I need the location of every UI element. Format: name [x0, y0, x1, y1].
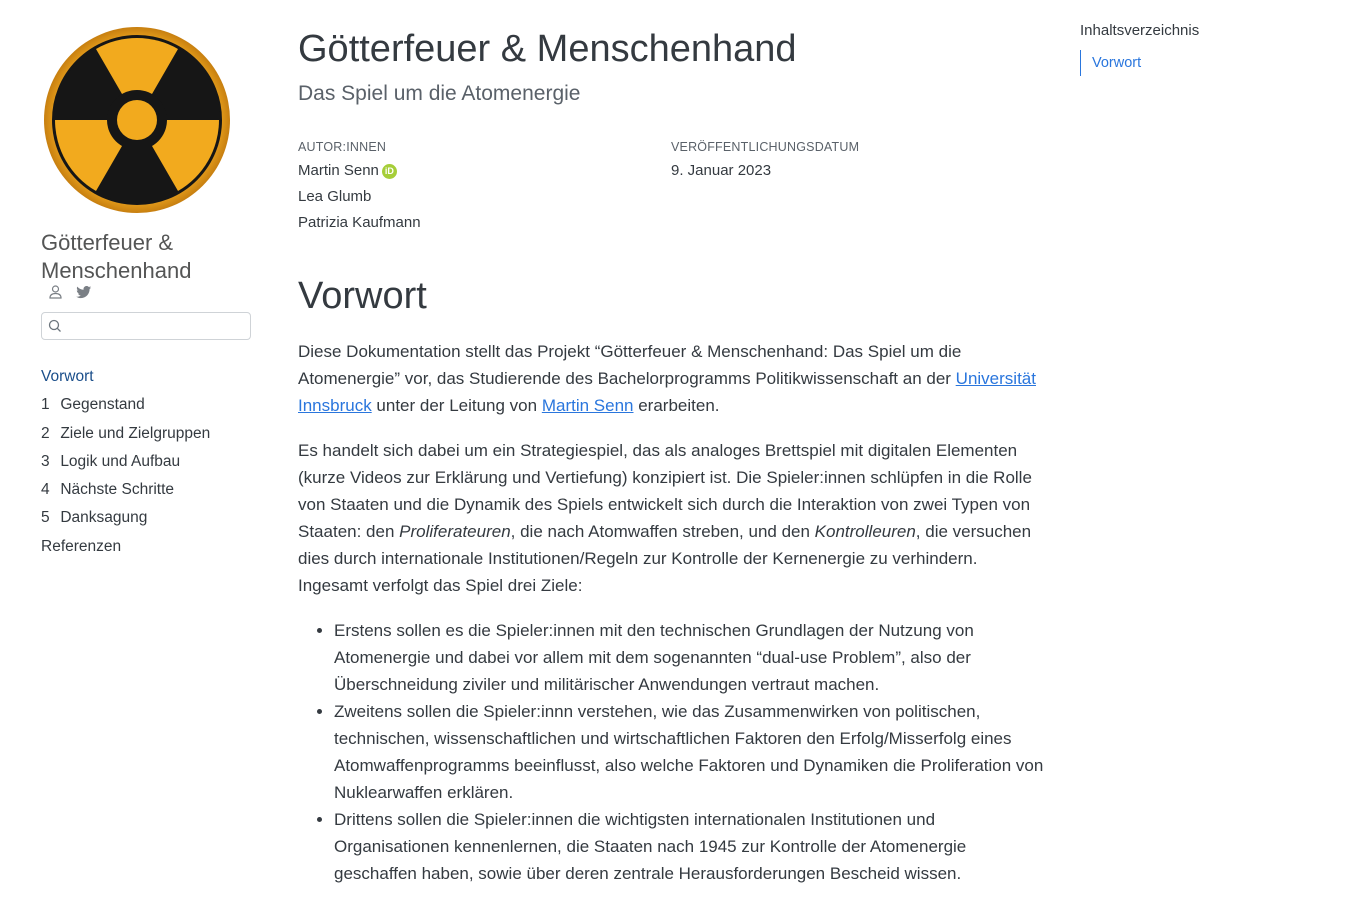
- site-title[interactable]: Götterfeuer & Menschenhand: [41, 230, 192, 283]
- search-input[interactable]: [66, 315, 250, 339]
- table-of-contents: [1080, 20, 1320, 71]
- author-martin-senn[interactable]: Martin Senn: [298, 162, 379, 179]
- authors-label: AUTOR:INNEN: [298, 140, 387, 154]
- goals-list: [298, 617, 1046, 887]
- toc-title: Inhaltsverzeichnis: [1080, 22, 1200, 39]
- sidebar-item-gegenstand[interactable]: 1 Gegenstand: [41, 396, 145, 414]
- intro-paragraph: Diese Dokumentation stellt das Projekt “Götterfeuer & Menschenhand: Das Spiel um die Atomenergie” vor, das Studierende des Bachelorprogramms Politikwissenschaft an der Universität Innsbruck unter der Leitung von Martin Senn erarbeiten.: [298, 342, 1036, 415]
- orcid-icon[interactable]: iD: [382, 164, 397, 179]
- site-title-row: [41, 229, 253, 304]
- section-title-vorwort: Vorwort: [298, 275, 427, 317]
- person-icon[interactable]: [49, 285, 62, 304]
- sidebar-item-ziele[interactable]: 2 Ziele und Zielgruppen: [41, 424, 211, 442]
- search-box[interactable]: [41, 312, 251, 340]
- sidebar-item-logik[interactable]: 3 Logik und Aufbau: [41, 452, 181, 470]
- author-name: Patrizia Kaufmann: [298, 214, 421, 231]
- search-icon: [48, 319, 62, 338]
- title-icons: [49, 285, 102, 304]
- twitter-icon[interactable]: [76, 286, 92, 304]
- page-title: Götterfeuer & Menschenhand: [298, 28, 797, 70]
- list-item: • Drittens sollen die Spieler:innen die wichtigsten internationalen Institutionen und Organisationen kennenlernen, die Staaten nach 1945 zur Kontrolle der Atomenergie geschaffen haben, sowie über deren zentrale Herausforderungen Bescheid wissen.: [334, 806, 1046, 887]
- page-subtitle: Das Spiel um die Atomenergie: [298, 82, 581, 105]
- sidebar-nav: [41, 363, 210, 561]
- author-name: Lea Glumb: [298, 188, 372, 205]
- author-name: [298, 158, 397, 184]
- sidebar-item-naechste-schritte[interactable]: 4 Nächste Schritte: [41, 481, 175, 499]
- list-item: • Zweitens sollen die Spieler:innn verstehen, wie das Zusammenwirken von politischen, technischen, wissenschaftlichen und wirtschaftlichen Faktoren den Erfolg/Misserfolg eines Atomwaffenprogramms beeinflusst, also welche Faktoren und Dynamiken die Proliferation von Nuklearwaffen erklären.: [334, 698, 1046, 806]
- link-universitaet-innsbruck[interactable]: Universität Innsbruck: [298, 369, 1036, 415]
- radiation-logo-icon[interactable]: [43, 26, 231, 214]
- sidebar-item-danksagung[interactable]: 5 Danksagung: [41, 509, 148, 527]
- strategy-paragraph: Es handelt sich dabei um ein Strategiespiel, das als analoges Brettspiel mit digitalen Elementen (kurze Videos zur Erklärung und Vertiefung) konzipiert ist. Die Spieler:innen schlüpfen in die Rolle von Staaten und die Dynamik des Spiels entwickelt sich durch die Interaktion von zwei Typen von Staaten: den Proliferateuren, die nach Atomwaffen streben, und den Kontrolleuren, die versuchen dies durch internationale Institutionen/Regeln zur Kontrolle der Kernenergie zu verhindern. Ingesamt verfolgt das Spiel drei Ziele:: [298, 441, 1032, 595]
- sidebar-item-referenzen[interactable]: Referenzen: [41, 537, 122, 555]
- sidebar-item-vorwort[interactable]: Vorwort: [41, 368, 94, 385]
- date-label: VERÖFFENTLICHUNGSDATUM: [671, 140, 860, 154]
- toc-item-vorwort[interactable]: Vorwort: [1080, 50, 1141, 76]
- publication-date: 9. Januar 2023: [671, 162, 772, 179]
- link-martin-senn[interactable]: Martin Senn: [541, 396, 634, 415]
- list-item: • Erstens sollen es die Spieler:innen mit den technischen Grundlagen der Nutzung von Atomenergie und dabei vor allem mit dem sogenannten “dual-use Problem”, also der Überschneidung ziviler und militärischer Anwendungen vertraut machen.: [334, 617, 1046, 698]
